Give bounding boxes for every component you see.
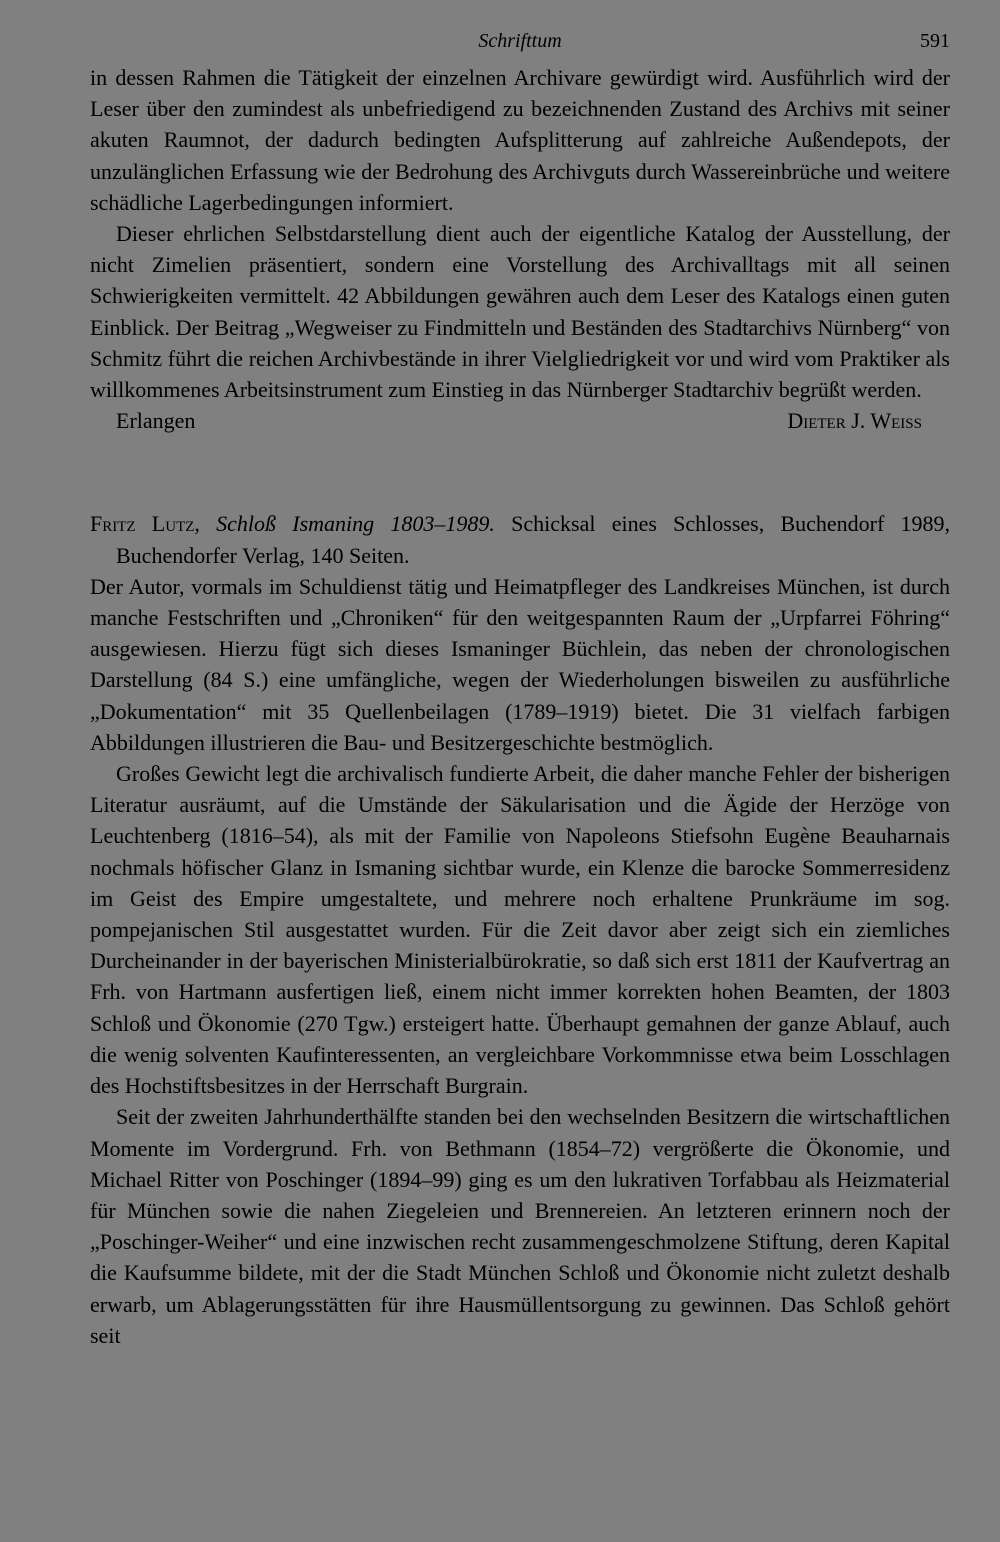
- review-place: Erlangen: [116, 408, 196, 434]
- paragraph: Seit der zweiten Jahrhunderthälfte standen bei den wechselnden Besitzern die wirtschaftlichen Momente im Vordergrund. Frh. von Bethmann (1854–72) vergrößerte die Ökonomie, und Michael Ritter von Poschinger (1894–99) ging es um den lukrativen Torfabbau als Heizmaterial für München sowie die nahen Ziegeleien und Brennereien. An letzteren erinnern noch der „Poschinger-Weiher“ und eine inzwischen recht zusammengeschmolzene Stiftung, deren Kapital die Kaufsumme bildete, mit der die Stadt München Schloß und Ökonomie nicht zuletzt deshalb erwarb, um Ablagerungsstätten für ihre Hausmüllentsorgung zu gewinnen. Das Schloß gehört seit: [90, 1104, 950, 1348]
- review-schloss-ismaning: [90, 508, 950, 1350]
- review-signature: [90, 405, 950, 436]
- bibliographic-entry: [90, 508, 950, 570]
- paragraph: in dessen Rahmen die Tätigkeit der einzelnen Archivare gewürdigt wird. Ausführlich wird der Leser über den zumindest als unbefriedigend zu bezeichnenden Zustand des Archivs mit seiner akuten Raumnot, der dadurch bedingten Aufsplitterung auf zahlreiche Außendepots, der unzulänglichen Erfassung wie der Bedrohung des Archivguts durch Wassereinbrüche und weitere schädliche Lagerbedingungen informiert.: [90, 65, 950, 215]
- book-title: Schloß Ismaning 1803–1989.: [216, 511, 495, 537]
- review-stadtarchiv: [90, 62, 950, 436]
- running-header: [90, 26, 950, 62]
- paragraph: Großes Gewicht legt die archivalisch fundierte Arbeit, die daher manche Fehler der bisherigen Literatur ausräumt, auf die Umstände der Säkularisation und die Ägide der Herzöge von Leuchtenberg (1816–54), als mit der Familie von Napoleons Stiefsohn Eugène Beauharnais nochmals höfischer Glanz in Ismaning sichtbar wurde, ein Klenze die barocke Sommerresidenz im Geist des Empire umgestaltete, und mehrere noch erhaltene Prunkräume im sog. pompejanischen Stil ausgestattet wurden. Für die Zeit davor aber zeigt sich ein ziemliches Durcheinander in der bayerischen Ministerialbürokratie, so daß sich erst 1811 der Kaufvertrag an Frh. von Hartmann ausfertigen ließ, einem nicht immer korrekten hohen Beamten, der 1803 Schloß und Ökonomie (270 Tgw.) ersteigert hatte. Überhaupt gemahnen der ganze Ablauf, auch die wenig solventen Kaufinteressenten, an vergleichbare Vorkommnisse etwa beim Losschlagen des Hochstiftsbesitzes in der Herrschaft Burgrain.: [90, 761, 950, 1099]
- section-spacer: [90, 436, 950, 508]
- book-author: Fritz Lutz,: [90, 511, 200, 537]
- paragraph: Der Autor, vormals im Schuldienst tätig und Heimatpfleger des Landkreises München, ist durch manche Festschriften und „Chroniken“ für den weitgespannten Raum der „Urpfarrei Föhring“ ausgewiesen. Hierzu fügt sich dieses Ismaninger Büchlein, das neben der chronologischen Darstellung (84 S.) eine umfängliche, wegen der Wiederholungen bisweilen zu ausführliche „Dokumentation“ mit 35 Quellenbeilagen (1789–1919) bietet. Die 31 vielfach farbigen Abbildungen illustrieren die Bau- und Besitzergeschichte bestmöglich.: [90, 573, 950, 755]
- book-page: [90, 26, 950, 1351]
- running-title: Schrifttum: [478, 30, 562, 52]
- paragraph: Dieser ehrlichen Selbstdarstellung dient auch der eigentliche Katalog der Ausstellung, der nicht Zimelien präsentiert, sondern eine Vorstellung des Archivalltags mit all seinen Schwierigkeiten vermittelt. 42 Abbildungen gewähren auch dem Leser des Katalogs einen guten Einblick. Der Beitrag „Wegweiser zu Findmitteln und Beständen des Stadtarchivs Nürnberg“ von Schmitz führt die reichen Archivbestände in ihrer Vielgliedrigkeit vor und wird vom Praktiker als willkommenes Arbeitsinstrument zum Einstieg in das Nürnberger Stadtarchiv begrüßt werden.: [90, 221, 950, 403]
- reviewer-name: Dieter J. Weiss: [787, 408, 922, 434]
- page-number: 591: [920, 30, 950, 52]
- book-imprint: Schicksal eines Schlosses, Buchendorf 1989, Buchendorfer Verlag, 140 Seiten.: [116, 511, 951, 568]
